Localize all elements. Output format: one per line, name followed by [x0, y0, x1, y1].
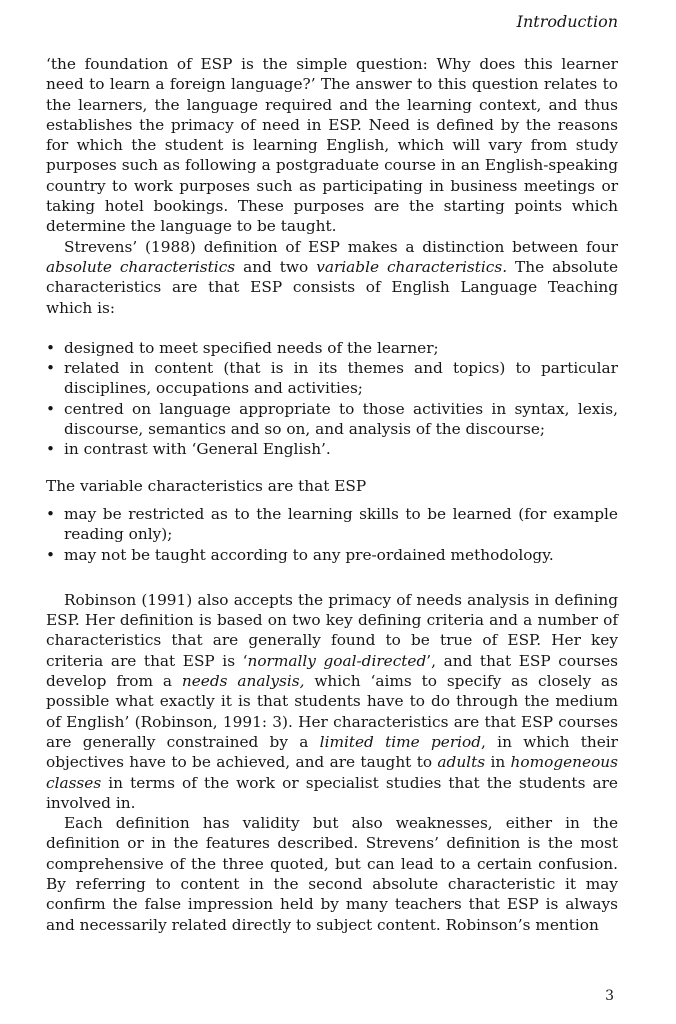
- list-item: • may not be taught according to any pre-ordained methodology.: [46, 545, 618, 565]
- list-item: • designed to meet specified needs of the learner;: [46, 338, 618, 358]
- paragraph-5: Each definition has validity but also weaknesses, either in the definition or in the features described. Strevens’ definition is the most comprehensive of the three quoted, but can lead to a certain confusion. By referring to content in the second absolute characteristic it may confirm the false impression held by many teachers that ESP is always and necessarily related directly to subject content. Robinson’s mention: [46, 814, 618, 934]
- running-head: Introduction: [516, 12, 618, 31]
- p2-text-a: Strevens’ (1988) definition of ESP makes a distinction between four: [64, 237, 618, 256]
- p4-text-c: ’, and that ESP courses develop from a: [46, 651, 618, 691]
- p4-text-a: Robinson (1991) also accepts the primacy of needs analysis in defining ESP. Her definition is based on two key defining criteria and a number of characteristics that are generally found to be true of ESP. Her key criteria are that ESP is ‘: [46, 590, 618, 670]
- p4-emphasis-needs-analysis: needs analysis,: [181, 672, 305, 691]
- paragraph-4: [46, 590, 618, 813]
- variable-characteristics-list: [46, 504, 618, 565]
- body-text: [46, 54, 618, 935]
- page-number: 3: [605, 988, 614, 1004]
- p2-text-c: and two: [235, 257, 317, 276]
- absolute-characteristics-list: [46, 338, 618, 460]
- p4-text-g: , in which their objectives have to be achieved, and are taught to: [46, 732, 618, 772]
- p2-emphasis-variable: variable characteristics.: [316, 257, 508, 276]
- paragraph-2: [46, 237, 618, 318]
- p4-text-e: which ‘aims to specify as closely as possible what exactly it is that students have to do through the medium of English’ (Robinson, 1991: 3). Her characteristics are that ESP courses are generally constrained by a: [46, 672, 618, 751]
- list-item: • may be restricted as to the learning skills to be learned (for example reading only);: [46, 504, 618, 545]
- paragraph-1: ‘the foundation of ESP is the simple question: Why does this learner need to learn a foreign language?’ The answer to this question relates to the learners, the language required and the learning context, and thus establishes the primacy of need in ESP. Need is defined by the reasons for which the student is learning English, which will vary from study purposes such as following a postgraduate course in an English-speaking country to work purposes such as participating in business meetings or taking hotel bookings. These purposes are the starting points which determine the language to be taught.: [46, 55, 618, 236]
- p2-text-e: The absolute characteristics are that ESP consists of English Language Teaching which is:: [46, 257, 618, 317]
- list-item: • in contrast with ‘General English’.: [46, 439, 618, 459]
- p4-emphasis-adults: adults: [437, 753, 486, 772]
- p2-emphasis-absolute: absolute characteristics: [46, 257, 236, 276]
- p4-emphasis-time-period: limited time period: [319, 732, 482, 751]
- p4-text-k: in terms of the work or specialist studies that the students are involved in.: [46, 773, 618, 812]
- p4-text-i: in: [485, 753, 511, 772]
- p4-emphasis-homogeneous: homogeneous classes: [46, 753, 618, 792]
- list-item: • related in content (that is in its themes and topics) to particular disciplines, occupations and activities;: [46, 358, 618, 399]
- list-item: • centred on language appropriate to those activities in syntax, lexis, discourse, semantics and so on, and analysis of the discourse;: [46, 399, 618, 440]
- p4-emphasis-goal-directed: normally goal-directed: [247, 651, 427, 670]
- paragraph-3: The variable characteristics are that ESP: [46, 476, 367, 495]
